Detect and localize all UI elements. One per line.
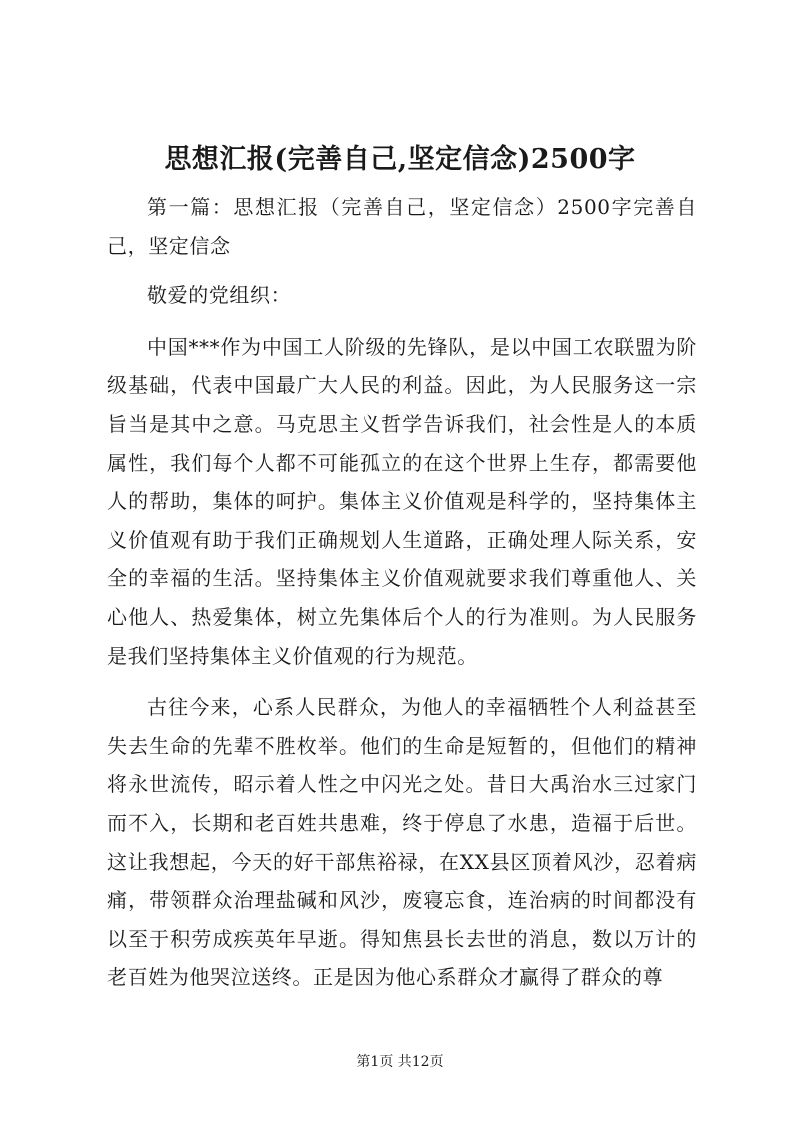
paragraph-body-2: 古往今来，心系人民群众，为他人的幸福牺牲个人利益甚至失去生命的先辈不胜枚举。他们的生命是短暂的，但他们的精神将永世流传，昭示着人性之中闪光之处。昔日大禹治水三过家门而不入，长期和老百姓共患难，终于停息了水患，造福于后世。这让我想起，今天的好干部焦裕禄，在XX县区顶着风沙，忍着病痛，带领群众治理盐碱和风沙，废寝忘食，连治病的时间都没有以至于积劳成疾英年早逝。得知焦县长去世的消息，数以万计的老百姓为他哭泣送终。正是因为他心系群众才赢得了群众的尊 bbox=[107, 695, 697, 990]
page-footer: 第1页 共12页 bbox=[356, 1054, 444, 1070]
document-body bbox=[107, 188, 697, 1010]
paragraph-heading: 第一篇：思想汇报（完善自己，坚定信念）2500字完善自己，坚定信念 bbox=[107, 195, 697, 258]
document-title: 思想汇报(完善自己,坚定信念)2500字 bbox=[164, 144, 636, 175]
paragraph-body-1: 中国***作为中国工人阶级的先锋队，是以中国工农联盟为阶级基础，代表中国最广大人民的利益。因此，为人民服务这一宗旨当是其中之意。马克思主义哲学告诉我们，社会性是人的本质属性，我们每个人都不可能孤立的在这个世界上生存，都需要他人的帮助，集体的呵护。集体主义价值观是科学的，坚持集体主义价值观有助于我们正确规划人生道路，正确处理人际关系，安全的幸福的生活。坚持集体主义价值观就要求我们尊重他人、关心他人、热爱集体，树立先集体后个人的行为准则。为人民服务是我们坚持集体主义价值观的行为规范。 bbox=[107, 334, 697, 668]
paragraph-salutation: 敬爱的党组织： bbox=[147, 283, 292, 308]
